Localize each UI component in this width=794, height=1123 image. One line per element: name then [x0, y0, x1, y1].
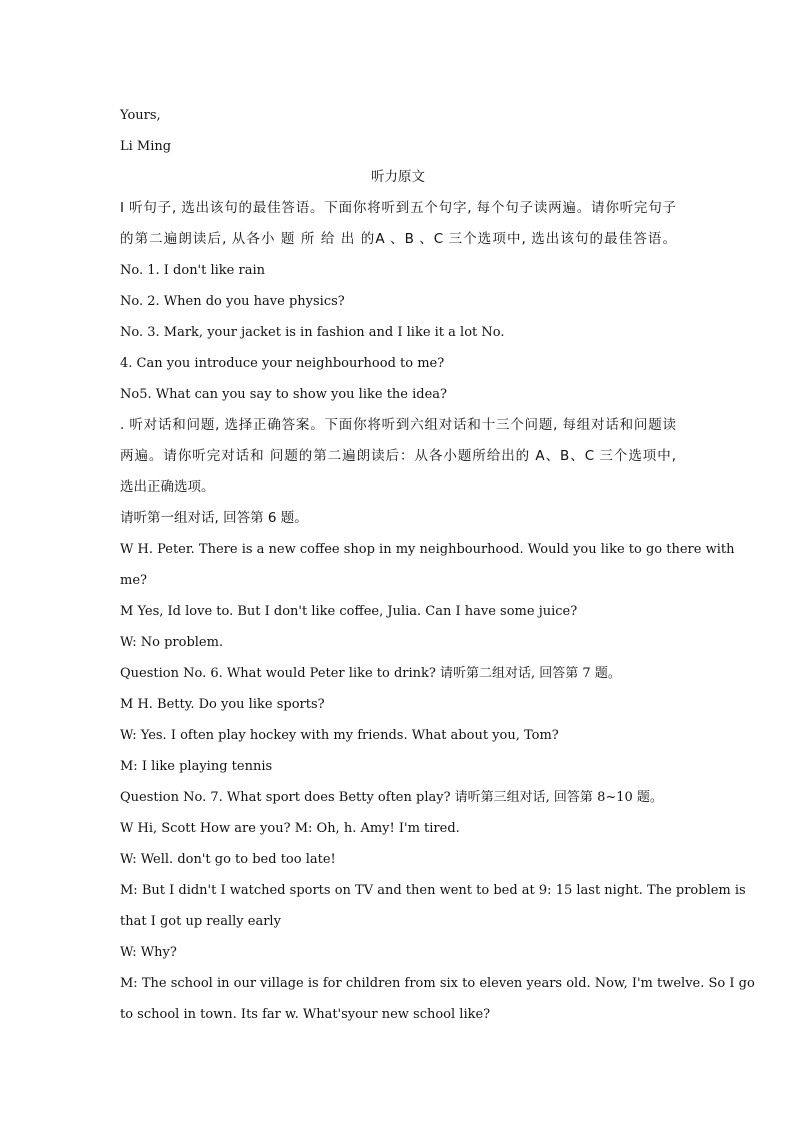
dialogue-line: M: But I didn't I watched sports on TV and then went to bed at 9: 15 last night. The problem is: [120, 883, 746, 898]
section-title: 听力原文: [371, 169, 425, 185]
signature-name: Li Ming: [120, 139, 172, 154]
document-body: [120, 100, 755, 1030]
dialogue-line: W Hi, Scott How are you? M: Oh, h. Amy! I'm tired.: [120, 821, 460, 836]
question-line: Question No. 6. What would Peter like to drink? 请听第二组对话, 回答第 7 题。: [120, 666, 621, 681]
instruction-part1-line2: 的第二遍朗读后, 从各小 题 所 给 出 的A 、B 、C 三个选项中, 选出该句的最佳答语。: [120, 231, 676, 247]
dialogue-line: W: Yes. I often play hockey with my friends. What about you, Tom?: [120, 728, 559, 743]
question-line: No5. What can you say to show you like the idea?: [120, 387, 448, 402]
dialogue-line: W: No problem.: [120, 635, 224, 650]
question-line: 4. Can you introduce your neighbourhood to me?: [120, 356, 445, 371]
dialogue-intro: 请听第一组对话, 回答第 6 题。: [120, 510, 308, 526]
instruction-part2-line1: . 听对话和问题, 选择正确答案。下面你将听到六组对话和十三个问题, 每组对话和问题读: [120, 417, 676, 433]
dialogue-line: M H. Betty. Do you like sports?: [120, 697, 325, 712]
question-line: Question No. 7. What sport does Betty often play? 请听第三组对话, 回答第 8~10 题。: [120, 790, 663, 805]
dialogue-line: M: I like playing tennis: [120, 759, 273, 774]
dialogue-line: to school in town. Its far w. What'syour new school like?: [120, 1007, 491, 1022]
dialogue-line: that I got up really early: [120, 914, 281, 929]
question-line: No. 2. When do you have physics?: [120, 294, 345, 309]
dialogue-line: me?: [120, 573, 147, 588]
dialogue-line: M: The school in our village is for children from six to eleven years old. Now, I'm twelve. So I go: [120, 976, 755, 991]
question-line: No. 3. Mark, your jacket is in fashion and I like it a lot No.: [120, 325, 505, 340]
instruction-part1-line1: I 听句子, 选出该句的最佳答语。下面你将听到五个句字, 每个句子读两遍。请你听完句子: [120, 200, 676, 216]
closing-line: Yours,: [120, 108, 161, 123]
dialogue-line: W: Why?: [120, 945, 177, 960]
instruction-part2-line2: 两遍。请你听完对话和 问题的第二遍朗读后：从各小题所给出的 A、B、C 三个选项中,: [120, 448, 676, 464]
dialogue-line: W H. Peter. There is a new coffee shop in my neighbourhood. Would you like to go there with: [120, 542, 735, 557]
dialogue-line: W: Well. don't go to bed too late!: [120, 852, 336, 867]
question-line: No. 1. I don't like rain: [120, 263, 266, 278]
instruction-part2-line3: 选出正确选项。: [120, 479, 215, 495]
dialogue-line: M Yes, Id love to. But I don't like coffee, Julia. Can I have some juice?: [120, 604, 578, 619]
